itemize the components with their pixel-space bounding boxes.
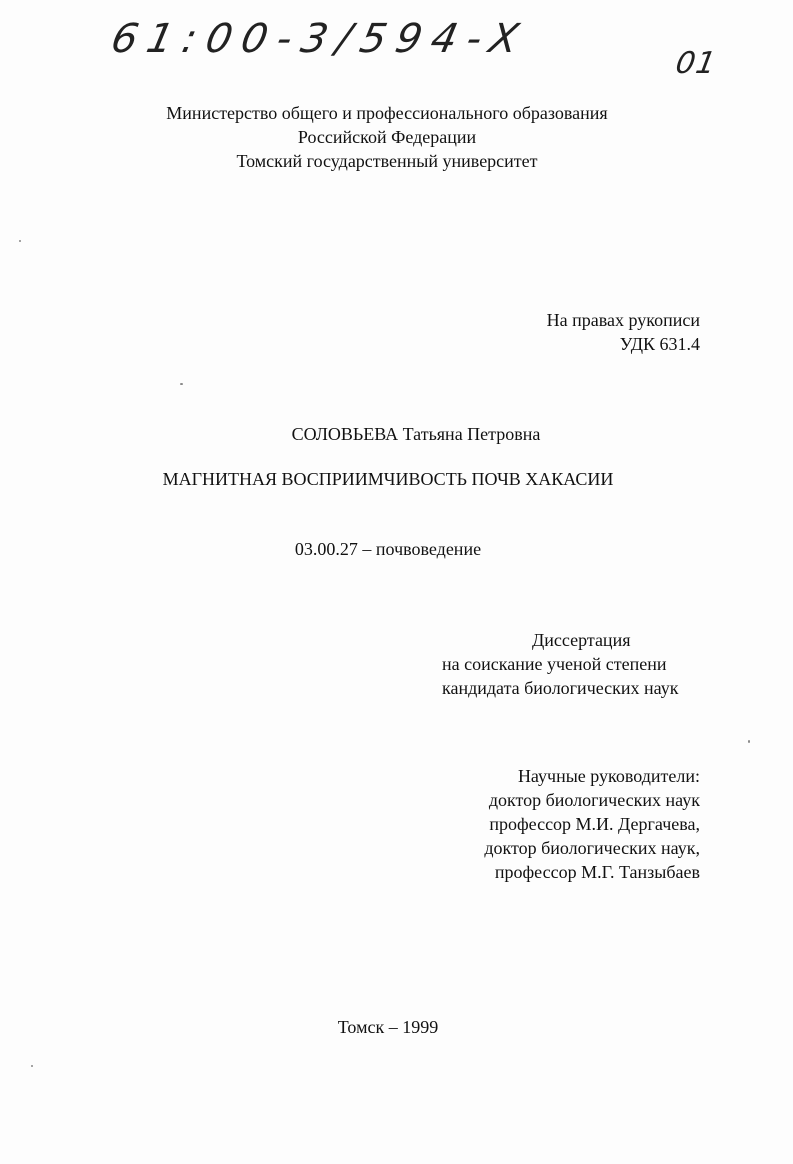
degree-line-field: кандидата биологических наук — [442, 678, 679, 698]
udc-code: УДК 631.4 — [619, 334, 700, 354]
scan-speck — [19, 240, 21, 242]
scan-speck — [31, 1065, 33, 1067]
supervisor-1-degree: доктор биологических наук — [488, 790, 700, 810]
degree-line-purpose: на соискание ученой степени — [442, 654, 667, 674]
institution-header — [100, 101, 674, 173]
ministry-line: Министерство общего и профессионального образования — [166, 103, 608, 123]
degree-line-dissertation: Диссертация — [532, 630, 631, 650]
supervisor-1-name: профессор М.И. Дергачева, — [489, 814, 700, 834]
scan-speck — [180, 383, 183, 385]
university-line: Томский государственный университет — [236, 151, 538, 171]
country-line: Российской Федерации — [297, 127, 477, 147]
dissertation-title: МАГНИТНАЯ ВОСПРИИМЧИВОСТЬ ПОЧВ ХАКАСИИ — [162, 469, 614, 489]
handwritten-archive-code: 61:00-3/594-X — [107, 16, 533, 62]
city-year: Томск – 1999 — [337, 1017, 439, 1037]
manuscript-rights: На правах рукописи — [546, 310, 700, 330]
author-name: СОЛОВЬЕВА Татьяна Петровна — [291, 424, 541, 444]
supervisors-block — [420, 764, 700, 884]
supervisor-2-name: профессор М.Г. Танзыбаев — [494, 862, 700, 882]
supervisor-2-degree: доктор биологических наук, — [484, 838, 700, 858]
degree-block — [420, 628, 750, 700]
specialty-code: 03.00.27 – почвоведение — [294, 539, 482, 559]
manuscript-rights-block — [420, 308, 700, 356]
scan-speck — [748, 740, 750, 743]
supervisors-heading: Научные руководители: — [517, 766, 700, 786]
handwritten-copy-number: 01 — [672, 46, 720, 81]
